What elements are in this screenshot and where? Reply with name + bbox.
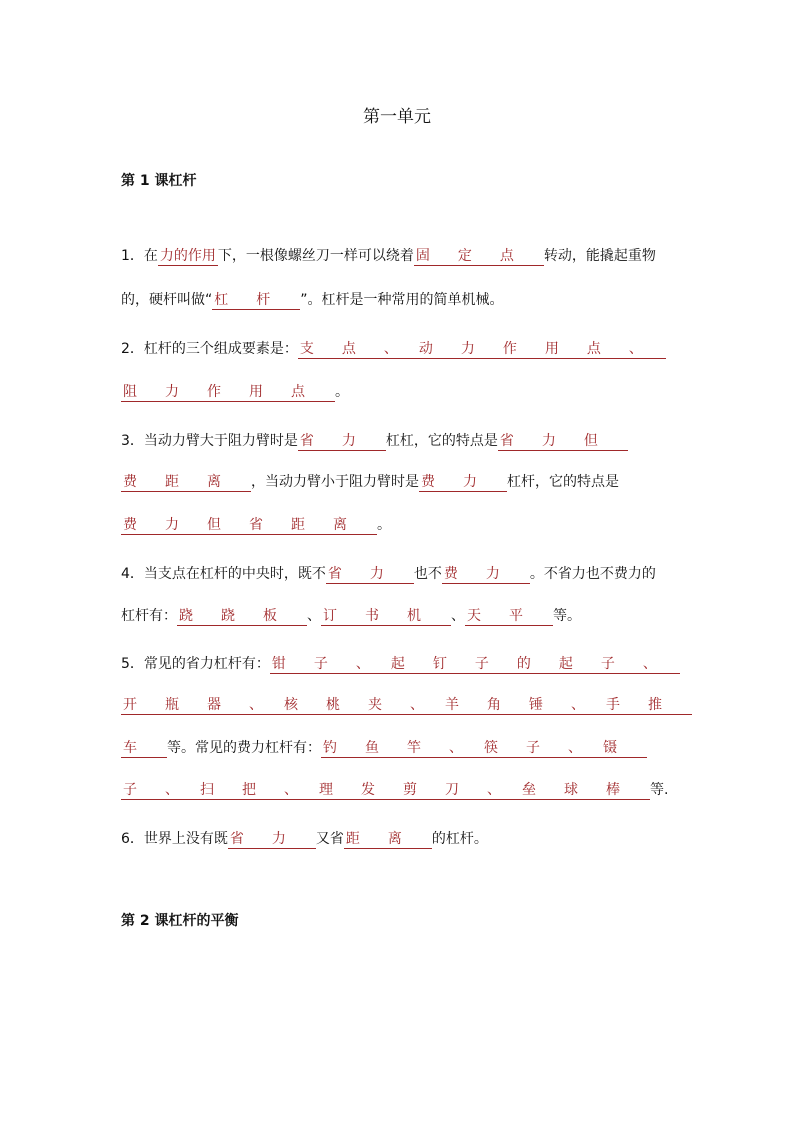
question-text: 转动，能撬起重物 (543, 248, 656, 264)
answer-blank: 钓 鱼 竿 、 筷 子 、 镊 (323, 740, 645, 756)
question-line (121, 563, 656, 585)
answer-blank: 子 、 扫 把 、 理 发 剪 刀 、 垒 球 棒 (123, 782, 648, 798)
question-text: 下，一根像螺丝刀一样可以绕着 (217, 248, 414, 264)
question-text: 等。 (553, 608, 581, 624)
question-text: 又省 (315, 831, 344, 847)
question-line (121, 338, 666, 360)
answer-blank: 固 定 点 (415, 248, 542, 264)
answer-blank: 省 力 (229, 831, 314, 847)
question-line (121, 289, 504, 311)
question-text: 1．在 (121, 248, 158, 264)
answer-blank: 阻 力 作 用 点 (123, 384, 333, 400)
question-text: 3．当动力臂大于阻力臂时是 (121, 433, 298, 449)
answer-blank: 车 (123, 740, 165, 756)
question-text: 、 (307, 608, 321, 624)
answer-blank: 省 力 (327, 566, 412, 582)
answer-blank: 订 书 机 (323, 608, 449, 624)
question-text: 、 (451, 608, 465, 624)
question-line (121, 381, 349, 403)
question-text: 的杠杆。 (431, 831, 488, 847)
question-text: 等. (650, 782, 669, 798)
question-line (121, 694, 692, 716)
question-line (121, 605, 581, 627)
answer-blank: 跷 跷 板 (179, 608, 305, 624)
question-text: 。 (377, 517, 391, 533)
answer-blank: 力的作用 (159, 248, 216, 264)
lesson-heading-2: 第 2 课杠杆的平衡 (121, 913, 239, 929)
question-text: ”。杠杆是一种常用的简单机械。 (300, 292, 504, 308)
question-text: 5．常见的省力杠杆有： (121, 656, 270, 672)
unit-title: 第一单元 (363, 107, 431, 127)
question-line (121, 828, 488, 850)
answer-blank: 费 力 (421, 474, 505, 490)
answer-blank: 省 力 (299, 433, 384, 449)
answer-blank: 钳 子 、 起 钉 子 的 起 子 、 (271, 656, 678, 672)
answer-blank: 杠 杆 (214, 292, 299, 308)
question-text: 的，硬杆叫做“ (121, 292, 213, 308)
question-text: 2．杠杆的三个组成要素是： (121, 341, 298, 357)
answer-blank: 费 力 (443, 566, 528, 582)
question-line (121, 779, 668, 801)
answer-blank: 费 力 但 省 距 离 (123, 517, 375, 533)
question-text: 杠杠，它的特点是 (385, 433, 498, 449)
answer-blank: 天 平 (467, 608, 551, 624)
answer-blank: 省 力 但 (499, 433, 626, 449)
question-line (121, 471, 619, 493)
question-line (121, 514, 391, 536)
question-text: 。不省力也不费力的 (529, 566, 656, 582)
question-text: 杠杆有： (121, 608, 177, 624)
question-text: ，当动力臂小于阻力臂时是 (251, 474, 419, 490)
lesson-heading-1: 第 1 课杠杆 (121, 173, 197, 189)
answer-blank: 费 距 离 (123, 474, 249, 490)
question-text: 杠杆，它的特点是 (507, 474, 619, 490)
question-line (121, 430, 628, 452)
question-line (121, 737, 647, 759)
question-line (121, 653, 680, 675)
question-text: 4．当支点在杠杆的中央时，既不 (121, 566, 326, 582)
question-text: 也不 (413, 566, 442, 582)
question-text: 等。常见的费力杠杆有： (167, 740, 321, 756)
question-text: 6．世界上没有既 (121, 831, 228, 847)
question-text: 。 (335, 384, 349, 400)
answer-blank: 距 离 (345, 831, 430, 847)
answer-blank: 开 瓶 器 、 核 桃 夹 、 羊 角 锤 、 手 推 (123, 697, 690, 713)
question-line (121, 245, 656, 267)
answer-blank: 支 点 、 动 力 作 用 点 、 (299, 341, 664, 357)
